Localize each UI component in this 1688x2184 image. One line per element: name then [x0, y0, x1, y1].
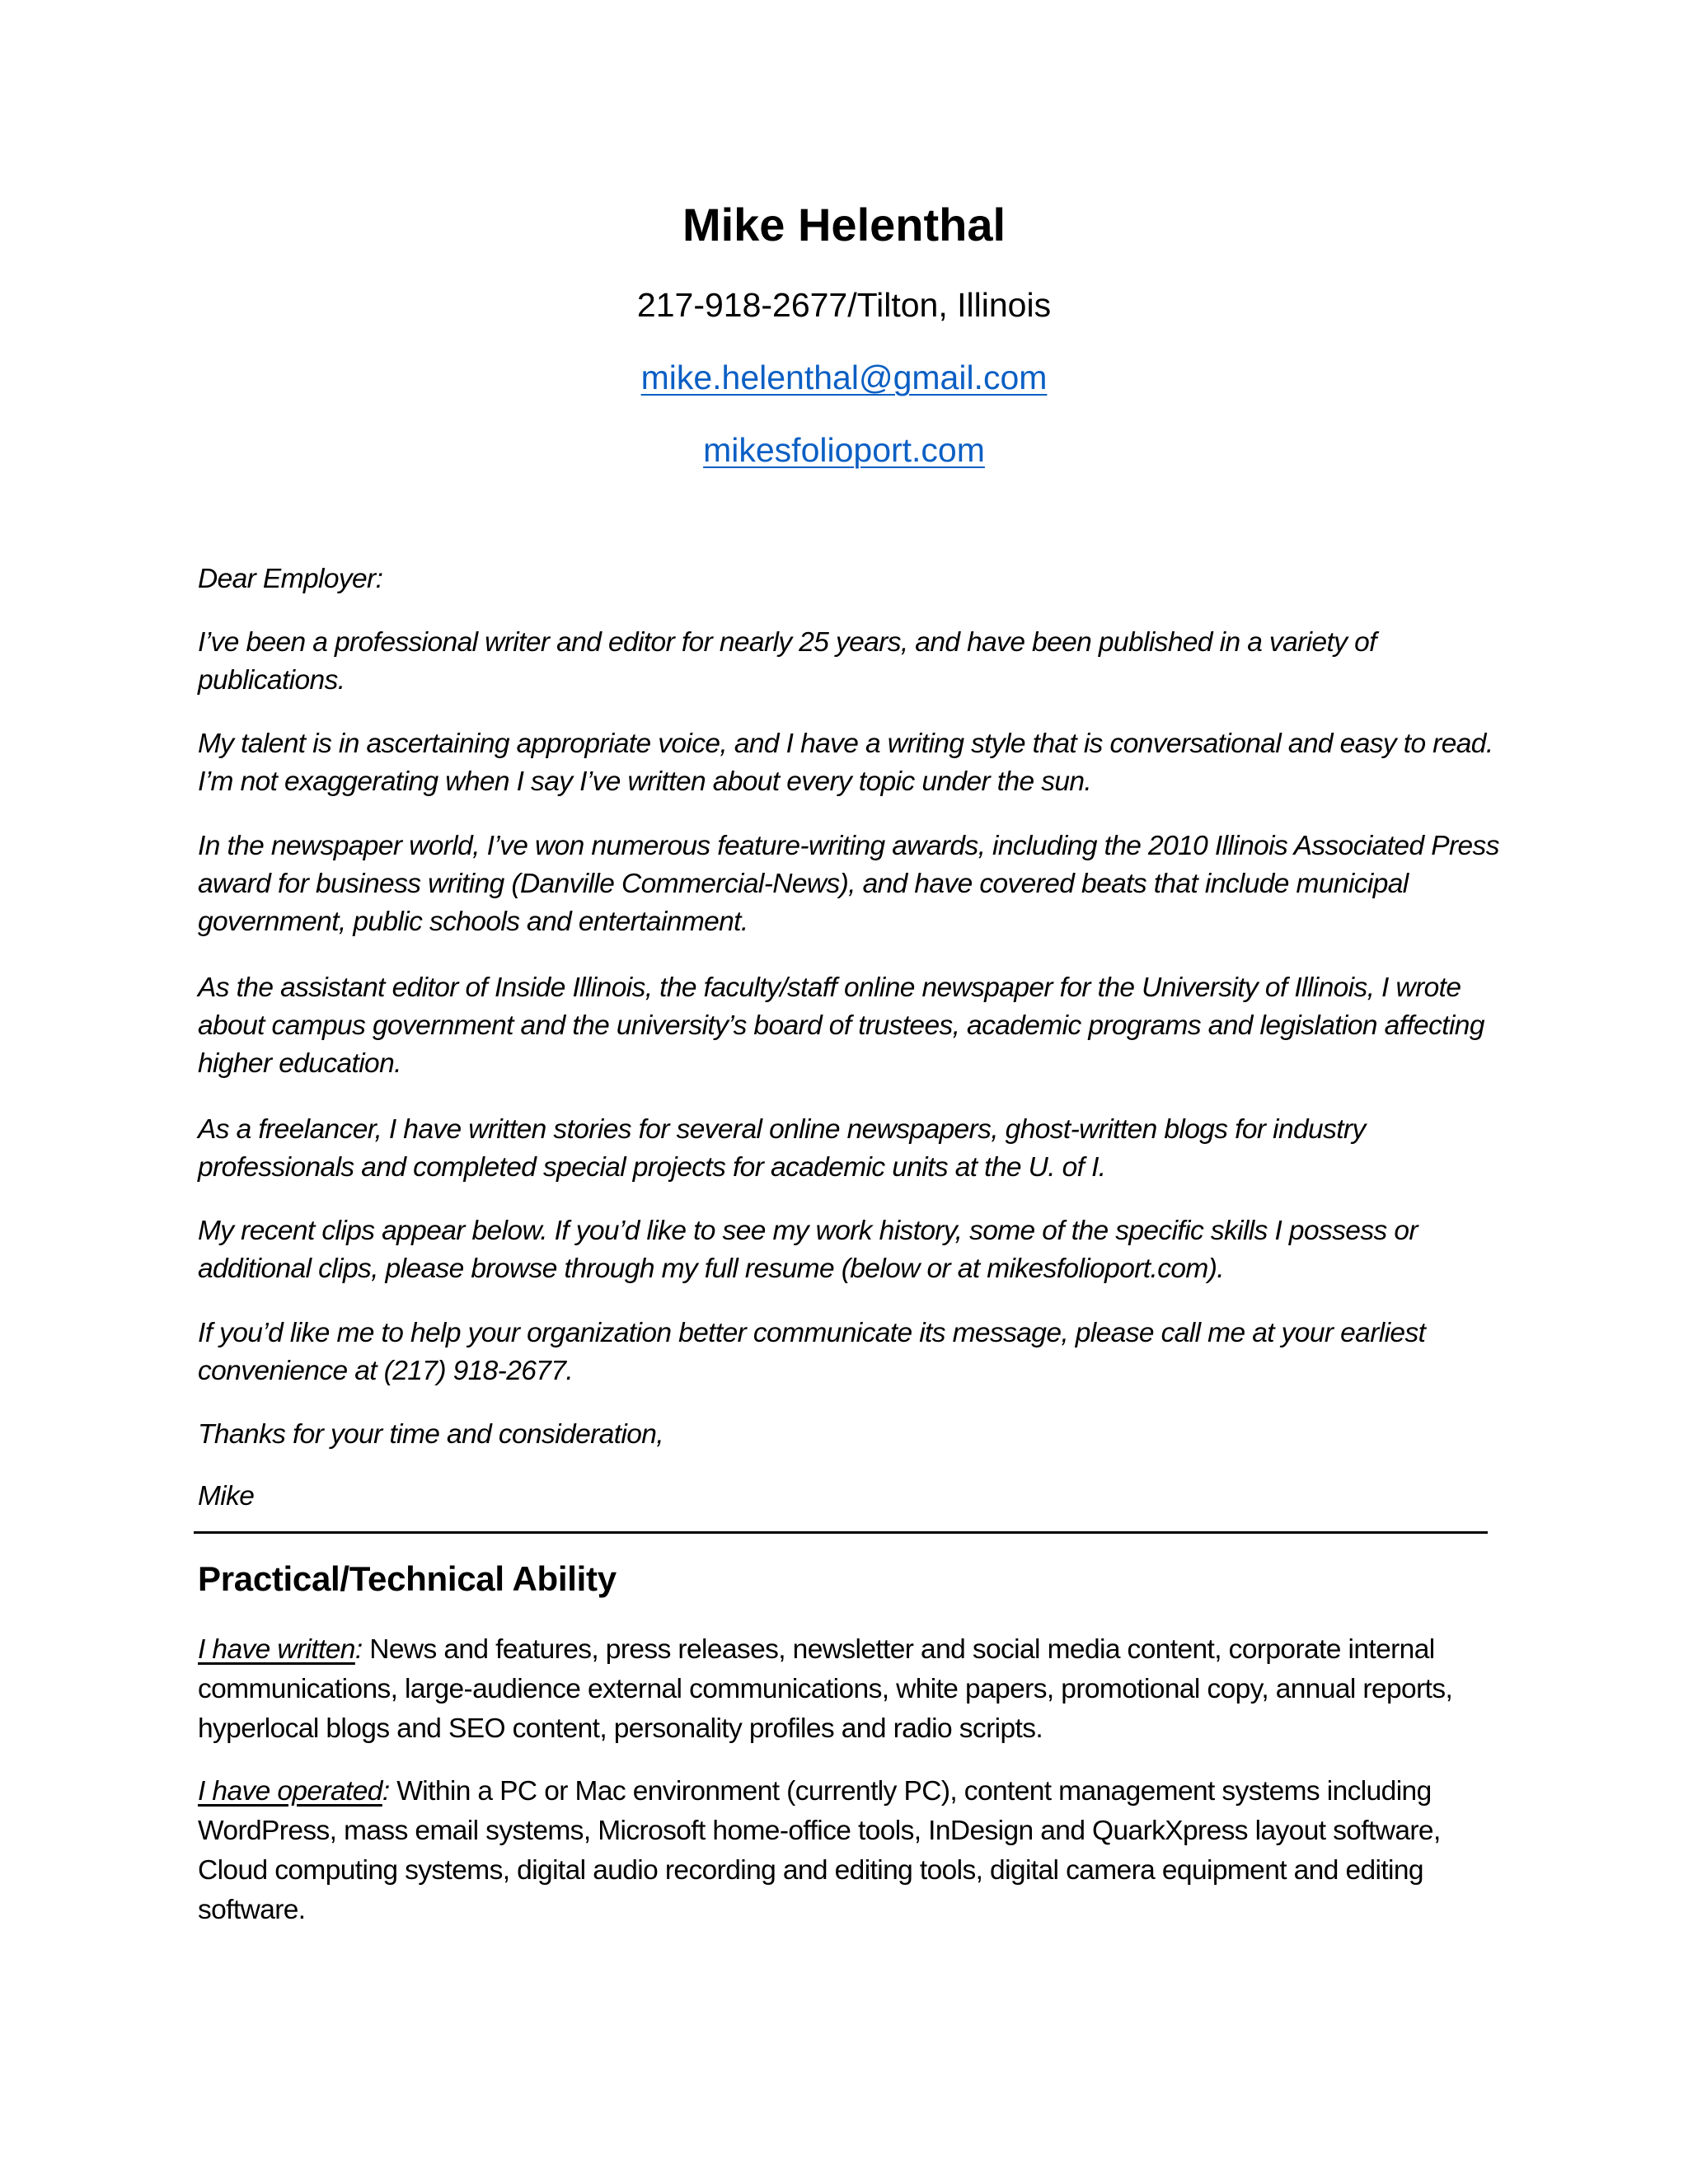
letter-paragraph: If you’d like me to help your organization better communicate its message, please call me at your earliest convenience at (217) 918-2677. [198, 1318, 1426, 1386]
section-title: Practical/Technical Ability [198, 1559, 617, 1598]
ability-item-written: I have written: News and features, press releases, newsletter and social media content, corporate internal communications, large-audience external communications, white papers, promotional copy, annual reports, hyperlocal blogs and SEO content, personality profiles and radio scripts. [198, 1634, 1453, 1744]
ability-item-operated: I have operated: Within a PC or Mac environment (currently PC), content management systems including WordPress, mass email systems, Microsoft home-office tools, InDesign and QuarkXpress layout software, Cloud computing systems, digital audio recording and editing tools, digital camera equipment and editing software. [198, 1776, 1441, 1925]
website-line [0, 425, 1688, 475]
closing: Thanks for your time and consideration, [198, 1419, 664, 1450]
salutation: Dear Employer: [198, 564, 383, 594]
letter-paragraph: In the newspaper world, I’ve won numerous feature-writing awards, including the 2010 Illinois Associated Press award for business writing (Danville Commercial-News), and have covered beats that include municipal government, public schools and entertainment. [198, 831, 1499, 937]
applicant-name: Mike Helenthal [682, 199, 1006, 251]
letter-paragraph: As the assistant editor of Inside Illinois, the faculty/staff online newspaper for the University of Illinois, I wrote about campus government and the university’s board of trustees, academic programs and legislation affecting higher education. [198, 972, 1484, 1079]
ability-text: Within a PC or Mac environment (currently PC), content management systems including WordPress, mass email systems, Microsoft home-office tools, InDesign and QuarkXpress layout software, Cloud computing systems, digital audio recording and editing tools, digital camera equipment and editing software. [198, 1776, 1441, 1925]
ability-lead: I have operated [198, 1776, 382, 1807]
phone-location: 217-918-2677/Tilton, Illinois [636, 286, 1052, 324]
signature: Mike [198, 1481, 255, 1511]
letter-paragraph: I’ve been a professional writer and editor for nearly 25 years, and have been published in a variety of publications. [198, 627, 1376, 696]
email-line [0, 353, 1688, 402]
ability-text: News and features, press releases, newsletter and social media content, corporate internal communications, large-audience external communications, white papers, promotional copy, annual reports, hyperlocal blogs and SEO content, personality profiles and radio scripts. [198, 1634, 1453, 1744]
ability-lead: I have written [198, 1634, 355, 1665]
email-link[interactable]: mike.helenthal@gmail.com [640, 359, 1048, 396]
letter-paragraph: As a freelancer, I have written stories for several online newspapers, ghost-written blogs for industry professionals and completed special projects for academic units at the U. of I. [198, 1114, 1366, 1183]
section-divider [194, 1531, 1488, 1534]
letter-paragraph: My recent clips appear below. If you’d like to see my work history, some of the specific skills I possess or additional clips, please browse through my full resume (below or at mikesfolioport.com). [198, 1216, 1418, 1284]
website-link[interactable]: mikesfolioport.com [703, 431, 985, 469]
letter-paragraph: My talent is in ascertaining appropriate voice, and I have a writing style that is conversational and easy to read. I’m not exaggerating when I say I’ve written about every topic under the sun. [198, 729, 1493, 797]
